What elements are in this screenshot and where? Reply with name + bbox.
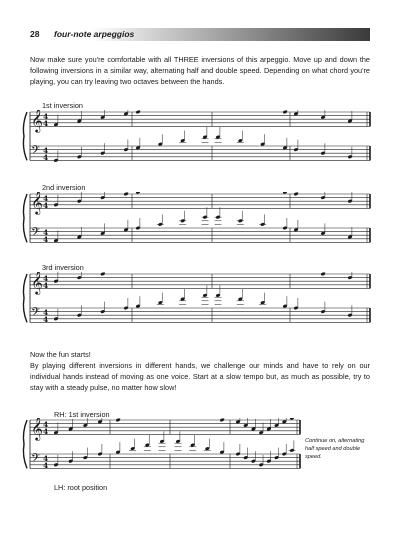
note-head [124,272,129,273]
time-signature-top: 4 [43,273,49,283]
fun-heading: Now the fun starts! [30,350,91,359]
time-signature-bottom: 4 [43,235,49,245]
page-title: four-note arpeggios [54,29,135,39]
time-signature-top: 4 [43,193,49,203]
fun-paragraph: By playing different inversions in different hands, we challenge our minds and have to rely on our individual hands instead of moving as one voice. Start at a slow tempo but, as much as possible, try to stay with a steady pulse, no matter how slow! [30,361,370,392]
time-signature-top: 4 [43,419,49,429]
bass-clef-icon: 𝄢 [31,306,41,322]
brace-icon [23,420,27,468]
time-signature-bottom: 4 [43,119,49,129]
staff-system-1 [0,110,400,174]
treble-clef-icon: 𝄞 [31,272,43,294]
time-signature-bottom: 4 [43,281,49,291]
bass-clef-icon: 𝄢 [31,226,41,242]
time-signature-top: 4 [43,227,49,237]
side-note: Continue on, alternating half speed and double speed. [305,438,365,460]
lh-label: LH: root position [54,483,108,492]
time-signature-bottom: 4 [43,315,49,325]
exercise-3-label: 3rd inversion [42,263,84,272]
bass-clef-icon: 𝄢 [31,144,41,160]
brace-icon [23,274,27,322]
note-head [158,110,163,111]
note-head [294,272,299,273]
time-signature-top: 4 [43,111,49,121]
staff-system-2 [0,192,400,256]
time-signature-bottom: 4 [43,427,49,437]
time-signature-top: 4 [43,307,49,317]
exercise-1-label: 1st inversion [42,101,83,110]
note-head [260,110,265,111]
treble-clef-icon: 𝄞 [31,110,43,132]
staff-system-3 [0,272,400,336]
time-signature-top: 4 [43,453,49,463]
exercise-2-label: 2nd inversion [42,183,86,192]
brace-icon [23,112,27,160]
note-head [130,418,135,419]
time-signature-top: 4 [43,145,49,155]
page-header [30,28,370,41]
time-signature-bottom: 4 [43,461,49,471]
treble-clef-icon: 𝄞 [31,418,43,440]
note-head [205,418,210,419]
page-number: 28 [30,29,40,39]
brace-icon [23,194,27,242]
intro-paragraph: Now make sure you're comfortable with all THREE inversions of this arpeggio. Move up and down the following inversions in a similar way, alternating half and double speed. Depending on what chord you're playing, you can try leaving two octaves between the hands. [30,55,370,86]
time-signature-bottom: 4 [43,153,49,163]
rh-label: RH: 1st inversion [54,410,110,419]
time-signature-bottom: 4 [43,201,49,211]
treble-clef-icon: 𝄞 [31,192,43,214]
bass-clef-icon: 𝄢 [31,452,41,468]
